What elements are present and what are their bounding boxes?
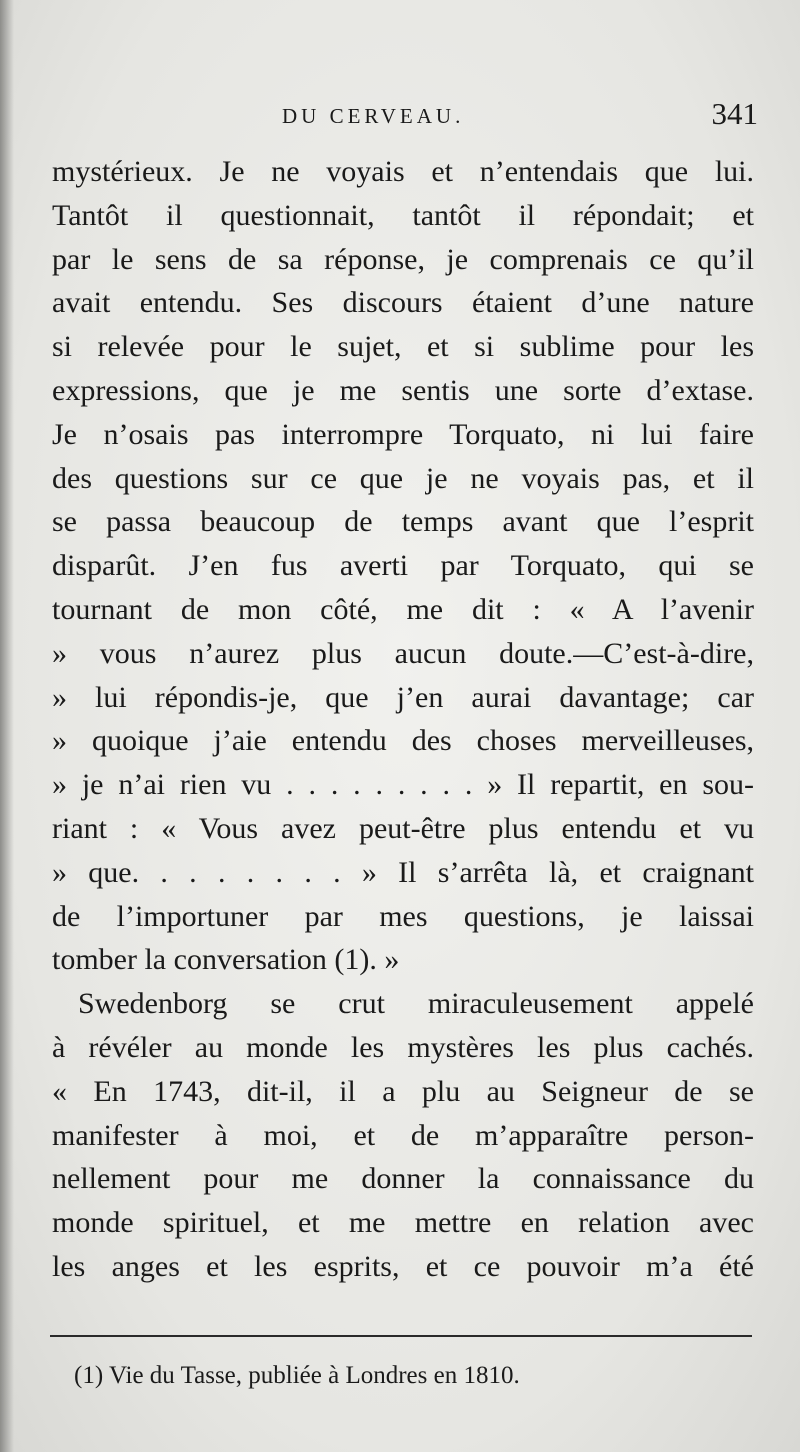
text-line: » que. . . . . . . . » Il s’arrêta là, et craignant: [52, 855, 754, 889]
text-line: disparût. J’en fus averti par Torquato, qui se: [52, 549, 754, 583]
text-line: tomber la conversation (1). »: [52, 943, 400, 977]
footnote: (1) Vie du Tasse, publiée à Londres en 1810.: [74, 1362, 520, 1389]
text-line: » je n’ai rien vu . . . . . . . . . » Il repartit, en sou-: [52, 768, 754, 802]
page-gutter-shadow: [0, 0, 14, 1452]
running-head-title: DU CERVEAU.: [282, 104, 465, 128]
footnote-rule: [50, 1335, 752, 1337]
text-line: de l’importuner par mes questions, je laissai: [52, 899, 754, 933]
text-line: mystérieux. Je ne voyais et n’entendais que lui.: [52, 155, 754, 188]
text-line: se passa beaucoup de temps avant que l’esprit: [52, 505, 754, 539]
text-line: si relevée pour le sujet, et si sublime pour les: [52, 330, 754, 364]
text-line: » lui répondis-je, que j’en aurai davantage; car: [52, 680, 754, 714]
body-text: [52, 150, 754, 1289]
text-line: des questions sur ce que je ne voyais pas, et il: [52, 461, 754, 495]
text-line: à révéler au monde les mystères les plus cachés.: [52, 1030, 754, 1064]
text-line: les anges et les esprits, et ce pouvoir m’a été: [52, 1249, 754, 1283]
text-line: tournant de mon côté, me dit : « A l’avenir: [52, 592, 754, 626]
text-line: par le sens de sa réponse, je comprenais ce qu’il: [52, 242, 754, 276]
text-line: Swedenborg se crut miraculeusement appelé: [78, 987, 754, 1021]
text-line: Tantôt il questionnait, tantôt il répondait; et: [52, 198, 754, 232]
text-line: Je n’osais pas interrompre Torquato, ni lui faire: [52, 417, 754, 451]
text-line: manifester à moi, et de m’apparaître person-: [52, 1118, 754, 1152]
text-line: avait entendu. Ses discours étaient d’une nature: [52, 286, 754, 320]
running-head: [52, 96, 758, 142]
text-line: riant : « Vous avez peut-être plus entendu et vu: [52, 811, 754, 845]
text-line: » quoique j’aie entendu des choses merveilleuses,: [52, 724, 754, 758]
text-line: » vous n’aurez plus aucun doute.—C’est-à-dire,: [52, 636, 754, 670]
text-line: nellement pour me donner la connaissance du: [52, 1162, 754, 1196]
text-line: « En 1743, dit-il, il a plu au Seigneur de se: [52, 1074, 754, 1108]
page-number: 341: [711, 96, 758, 131]
text-line: monde spirituel, et me mettre en relation avec: [52, 1206, 754, 1240]
text-line: expressions, que je me sentis une sorte d’extase.: [52, 373, 754, 407]
